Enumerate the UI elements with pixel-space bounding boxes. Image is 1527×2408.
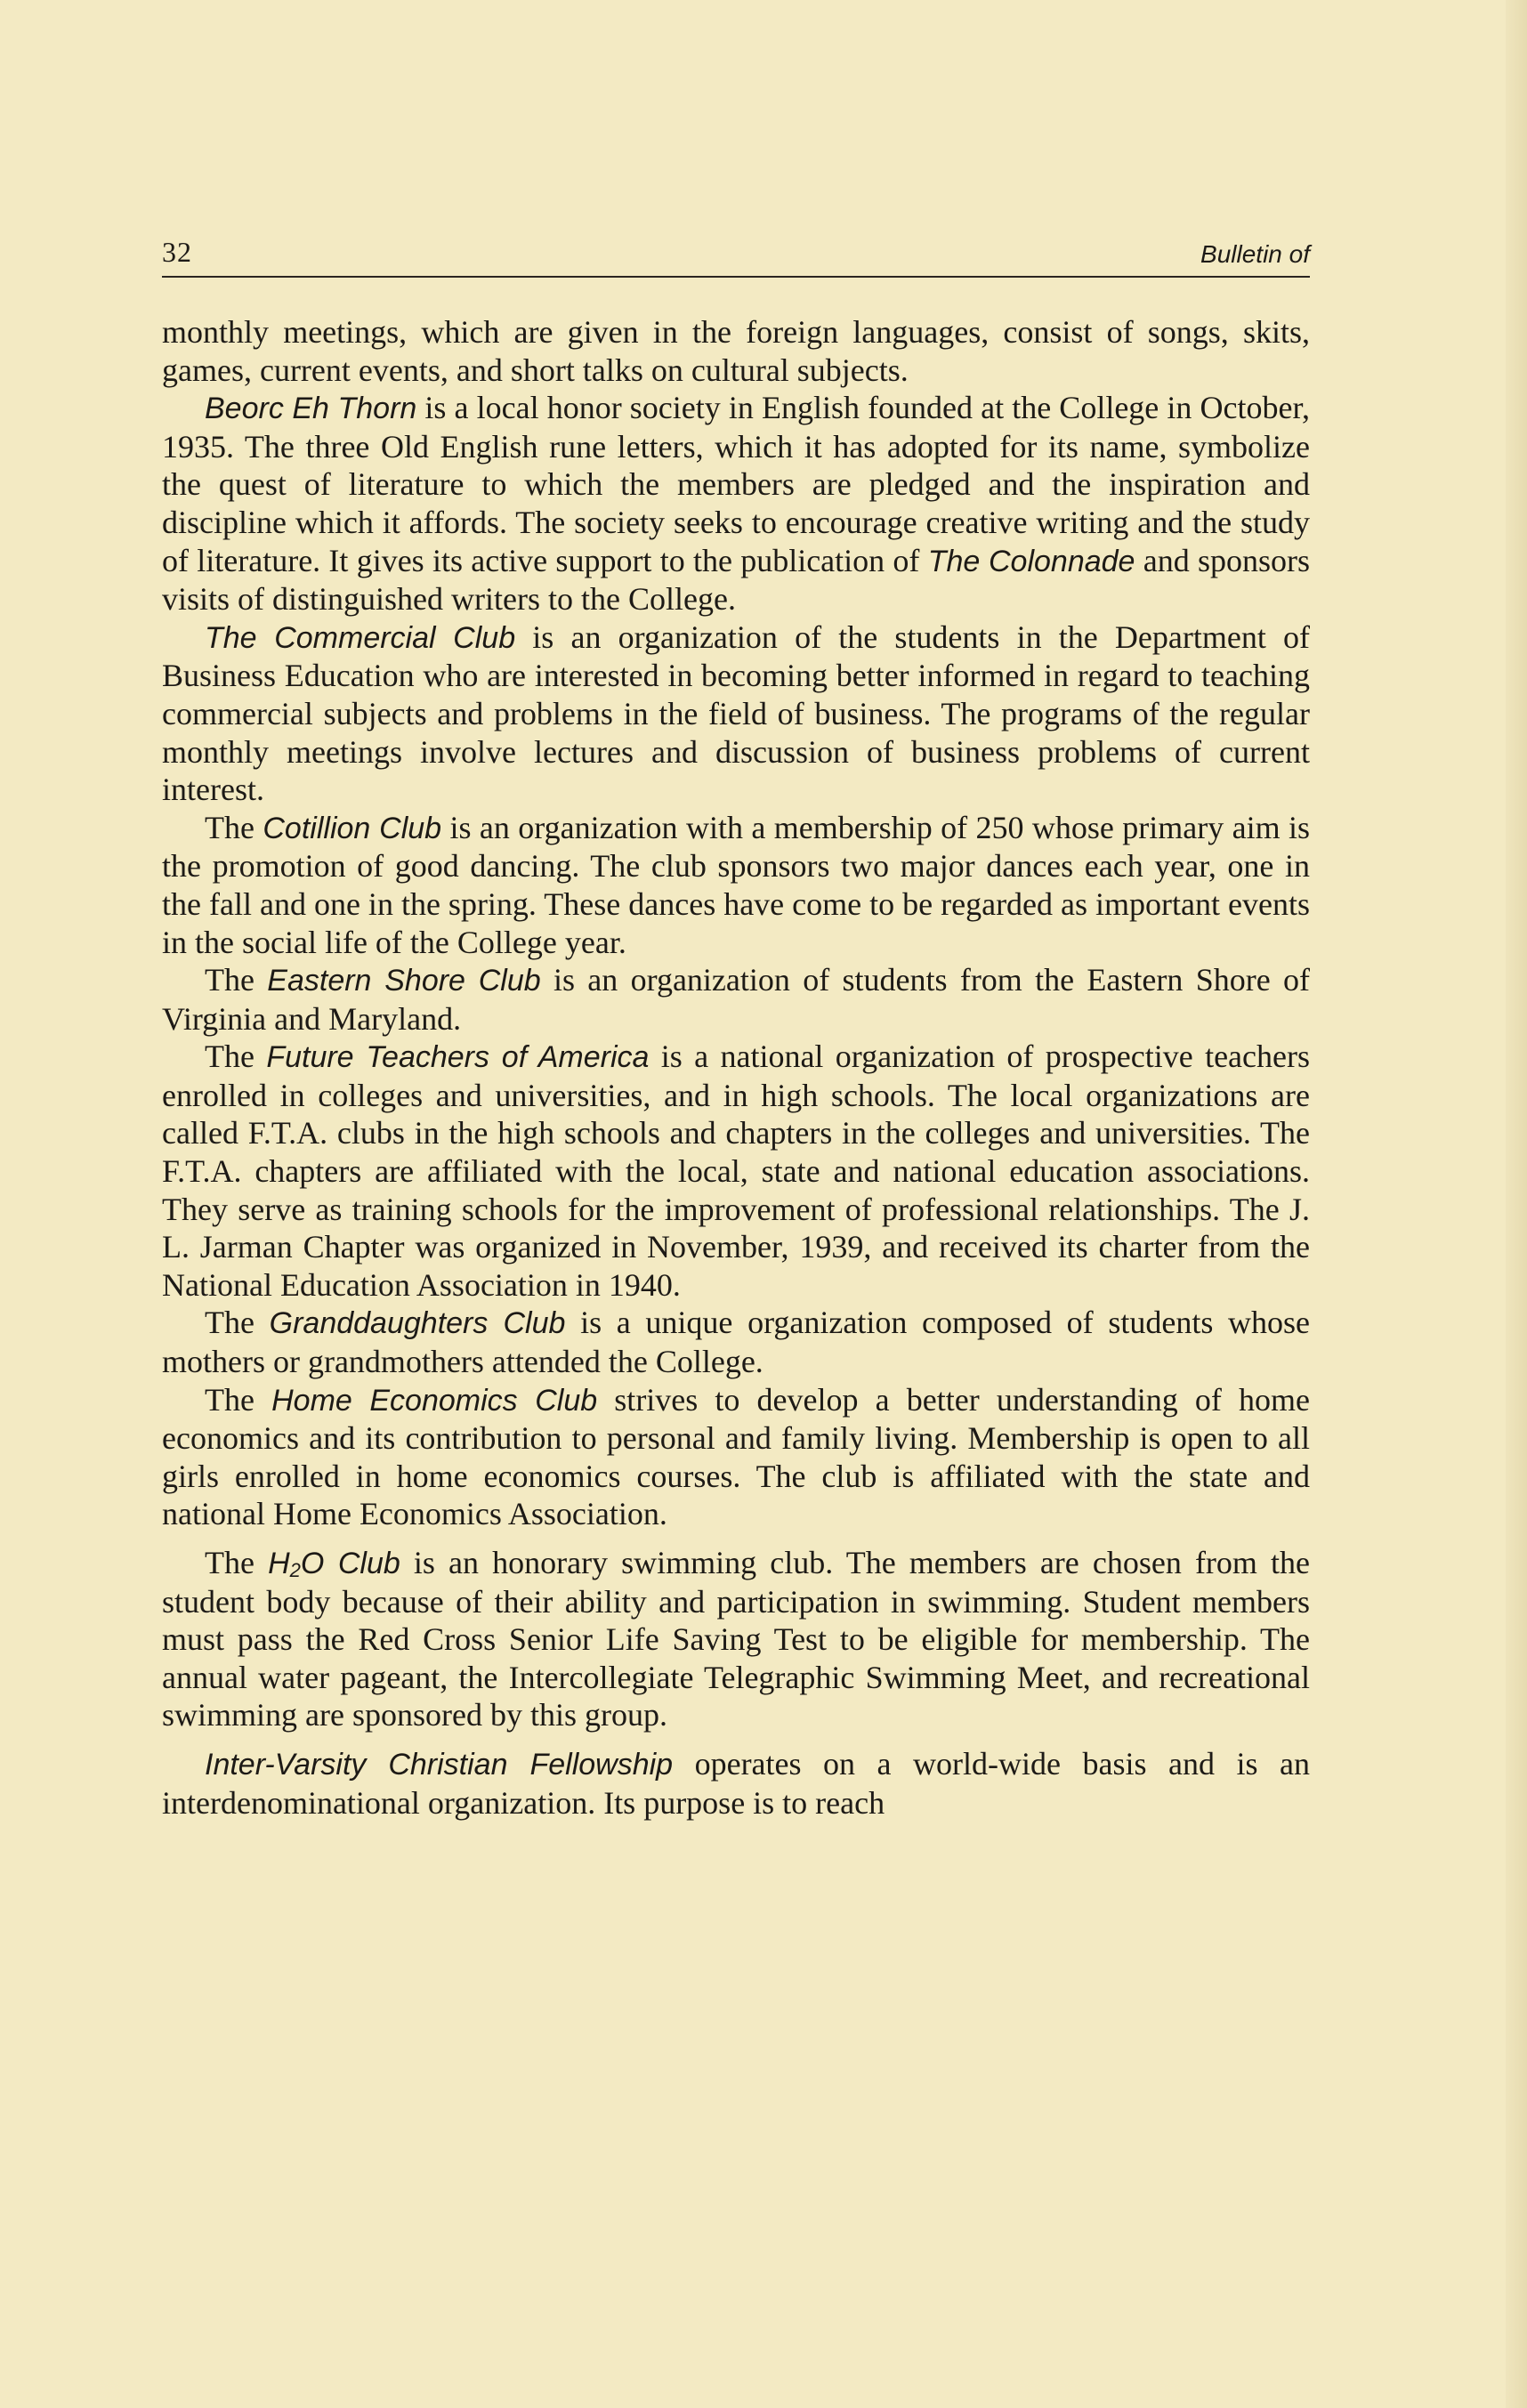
paragraph-inter-varsity: [162, 1745, 1310, 1822]
paragraph-lead: The: [205, 1381, 272, 1418]
club-name-future-teachers-of-america: Future Teachers of America: [266, 1040, 650, 1075]
page-number: 32: [162, 236, 192, 268]
paragraph-text: is an organization of students from the Eastern Shore of Virginia and Maryland.: [162, 962, 1310, 1037]
paragraph-text: is an organization of the students in the Department of Business Education who are interested in becoming better informed in regard to teaching commercial subjects and problems in the field of business. The programs of the regular monthly meetings involve lectures and discussion of business problems of current interest.: [162, 618, 1311, 808]
paragraph-eastern-shore-club: [162, 961, 1310, 1038]
running-title: Bulletin of: [1200, 240, 1310, 268]
paragraph-granddaughters-club: [162, 1304, 1310, 1380]
club-name-inter-varsity: Inter-Varsity Christian Fellowship: [205, 1747, 674, 1782]
paragraph-text: is a unique organization composed of students whose mothers or grandmothers attended the College.: [162, 1305, 1311, 1380]
body-text: [162, 313, 1310, 1822]
paragraph-text: is an organization with a membership of 250 whose primary aim is the promotion of good dancing. The club sponsors two major dances each year, one in the fall and one in the spring. These dances have come to be regarded as important events in the social life of the College year.: [162, 809, 1311, 960]
club-name-granddaughters-club: Granddaughters Club: [269, 1306, 566, 1341]
paragraph-lead: The: [205, 809, 263, 845]
page-edge-shadow: [1506, 0, 1527, 2408]
paragraph-text: monthly meetings, which are given in the foreign languages, consist of songs, skits, games, current events, and short talks on cultural subjects.: [162, 314, 1310, 388]
paragraph-lead: The: [205, 1545, 269, 1580]
paragraph-foreign-language-meetings: [162, 313, 1310, 389]
club-name-cotillion-club: Cotillion Club: [263, 811, 442, 845]
club-name-home-economics-club: Home Economics Club: [271, 1383, 598, 1418]
page-header: [162, 230, 1310, 278]
club-name-h2o-club: [268, 1547, 400, 1580]
club-name-subscript: 2: [289, 1559, 301, 1581]
club-name-eastern-shore-club: Eastern Shore Club: [267, 964, 541, 998]
club-name-commercial-club: The Commercial Club: [205, 620, 516, 655]
publication-name-colonnade: The Colonnade: [927, 544, 1135, 578]
paragraph-lead: The: [205, 962, 268, 998]
club-name-o-club: O Club: [300, 1547, 400, 1580]
paragraph-commercial-club: [162, 618, 1310, 809]
paragraph-beorc-eh-thorn: [162, 389, 1310, 618]
club-name-beorc-eh-thorn: Beorc Eh Thorn: [205, 392, 417, 426]
paragraph-cotillion-club: [162, 809, 1310, 961]
paragraph-text: is a national organization of prospective teachers enrolled in colleges and universities, and in high schools. The local organizations are called F.T.A. clubs in the high schools and chapters in the colleges and universities. The F.T.A. chapters are affiliated with the local, state and national education associations. They serve as training schools for the improvement of professional relationships. The J. L. Jarman Chapter was organized in November, 1939, and received its charter from the National Education Association in 1940.: [162, 1038, 1310, 1303]
paragraph-text: strives to develop a better understanding of home economics and its contribution to personal and family living. Membership is open to all girls enrolled in home economics courses. The club is affiliated with the state and national Home Economics Association.: [162, 1381, 1311, 1532]
club-name-h: H: [268, 1547, 290, 1580]
paragraph-h2o-club: [162, 1544, 1310, 1734]
paragraph-text: is a local honor society in English founded at the College in October, 1935. The three Old English rune letters, which it has adopted for its name, symbolize the quest of literature to which the members are pledged and the inspiration and discipline which it affords. The society seeks to encourage creative writing and the study of literature. It gives its active support to the publication of: [162, 390, 1310, 578]
paragraph-home-economics-club: [162, 1381, 1310, 1533]
paragraph-text: is an honorary swimming club. The members are chosen from the student body because of their ability and participation in swimming. Student members must pass the Red Cross Senior Life Saving Test to be eligible for membership. The annual water pageant, the Intercollegiate Telegraphic Swimming Meet, and recreational swimming are sponsored by this group.: [162, 1545, 1310, 1733]
paragraph-lead: The: [205, 1305, 270, 1341]
paragraph-text: operates on a world-wide basis and is an interdenominational organization. Its purpose is to reach: [162, 1745, 1310, 1821]
paragraph-text: and sponsors visits of distinguished writers to the College.: [162, 542, 1310, 618]
paragraph-lead: The: [205, 1038, 267, 1075]
paragraph-future-teachers-of-america: [162, 1038, 1310, 1304]
